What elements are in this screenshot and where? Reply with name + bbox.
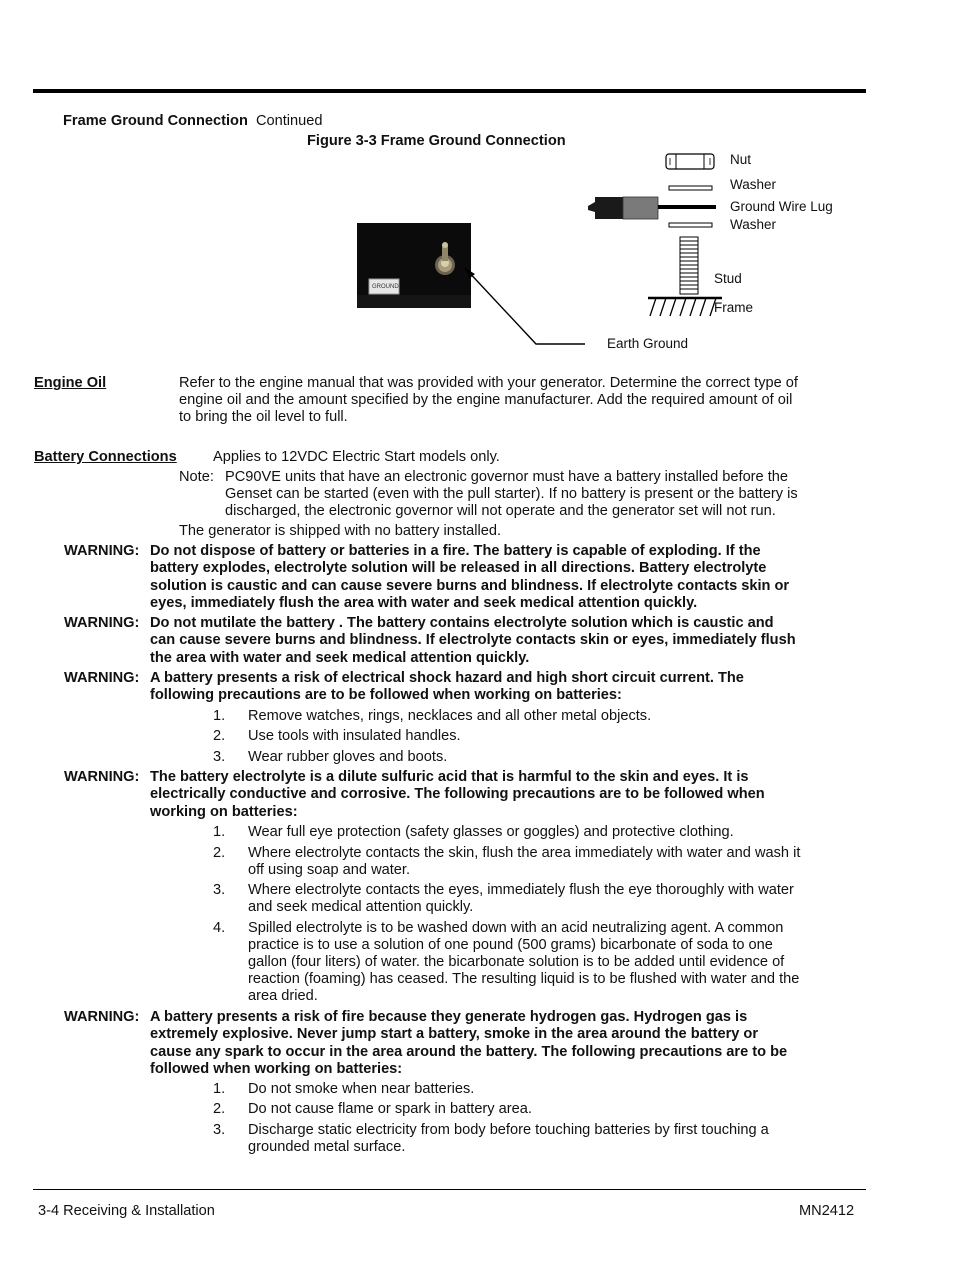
list-line: Wear full eye protection (safety glasses or goggles) and protective clothing.: [248, 824, 734, 840]
warning-line: Do not mutilate the battery . The battery contains electrolyte solution which is caustic and: [150, 615, 774, 631]
ground-wire-lug-shape: [588, 197, 716, 219]
section-title: Frame Ground Connection: [63, 113, 248, 129]
shipped-note: The generator is shipped with no battery installed.: [179, 523, 502, 539]
list-text: [248, 824, 858, 841]
washer-top-shape: [669, 186, 712, 190]
warning-line: A battery presents a risk of fire because they generate hydrogen gas. Hydrogen gas is: [150, 1009, 748, 1025]
label-washer-top: Washer: [730, 177, 777, 192]
list-number: 1.: [213, 708, 226, 724]
warning-text: [150, 615, 870, 667]
warning-text: [150, 543, 870, 613]
warning-line: working on batteries:: [150, 803, 298, 820]
list-line: reaction (foaming) has ceased. The resulting liquid is to be flushed with water and the: [248, 971, 800, 987]
list-number: 1.: [213, 824, 226, 840]
list-text: [248, 920, 858, 1005]
list-number: 2.: [213, 845, 226, 861]
battery-heading: Battery Connections: [34, 449, 177, 465]
list-text: [248, 708, 858, 725]
ground-stud-photo-drawing: [357, 223, 471, 308]
note-line: discharged, the electronic governor will not operate and the generator set will not run.: [225, 503, 776, 520]
list-line: gallon (four liters) of water. the bicarbonate solution is to be added until evidence of: [248, 954, 785, 970]
bottom-rule: [33, 1189, 866, 1190]
frame-shape: [648, 298, 722, 316]
label-nut: Nut: [730, 152, 752, 167]
list-line: Where electrolyte contacts the eyes, immediately flush the eye thoroughly with water: [248, 882, 794, 898]
section-header: [63, 113, 323, 130]
warning-line: can cause severe burns and blindness. If electrolyte contacts skin or eyes, immediately flush: [150, 632, 796, 649]
label-washer-bottom: Washer: [730, 217, 777, 232]
label-stud: Stud: [714, 271, 742, 286]
list-line: Use tools with insulated handles.: [248, 728, 461, 744]
list-number: 3.: [213, 1122, 226, 1138]
warning-line: The battery electrolyte is a dilute sulfuric acid that is harmful to the skin and eyes. It is: [150, 769, 749, 785]
warning-text: [150, 1009, 870, 1079]
nut-shape: [666, 154, 714, 169]
warning-line: battery explodes, electrolyte solution will be released in all directions. Battery electrolyte: [150, 560, 767, 577]
washer-bottom-shape: [669, 223, 712, 227]
list-text: [248, 882, 858, 916]
list-number: 2.: [213, 728, 226, 744]
warning-tag: WARNING:: [64, 769, 140, 785]
list-line: and seek medical attention quickly.: [248, 899, 474, 915]
list-line: practice is to use a solution of one pound (500 grams) bicarbonate of soda to one: [248, 937, 773, 953]
list-line: Do not cause flame or spark in battery area.: [248, 1101, 532, 1117]
warning-line: extremely explosive. Never jump start a battery, smoke in the area around the battery or: [150, 1026, 759, 1043]
note-tag: Note:: [179, 469, 214, 485]
warning-tag: WARNING:: [64, 670, 140, 686]
engine-oil-paragraph: [179, 375, 869, 427]
label-ground-wire-lug: Ground Wire Lug: [730, 199, 833, 214]
list-line: Discharge static electricity from body before touching batteries by first touching a: [248, 1122, 769, 1138]
footer-right: MN2412: [799, 1203, 855, 1219]
stud-shape: [680, 237, 698, 294]
list-line: grounded metal surface.: [248, 1139, 406, 1155]
warning-line: eyes, immediately flush the area with water and seek medical attention quickly.: [150, 595, 698, 612]
list-text: [248, 1081, 858, 1098]
warning-text: [150, 670, 870, 705]
footer-left: 3-4 Receiving & Installation: [38, 1203, 215, 1219]
label-frame: Frame: [714, 300, 754, 315]
photo-ground-label: GROUND: [372, 284, 399, 290]
list-number: 1.: [213, 1081, 226, 1097]
top-rule: [33, 89, 866, 93]
list-line: Wear rubber gloves and boots.: [248, 749, 448, 765]
list-number: 2.: [213, 1101, 226, 1117]
list-line: Where electrolyte contacts the skin, flush the area immediately with water and wash it: [248, 845, 801, 861]
engine-oil-heading: Engine Oil: [34, 375, 107, 391]
warning-line: the area with water and seek medical attention quickly.: [150, 649, 530, 666]
warning-line: A battery presents a risk of electrical shock hazard and high short circuit current. The: [150, 670, 744, 686]
ground-stud-photo: [357, 223, 471, 308]
list-text: [248, 845, 858, 879]
engine-oil-line: engine oil and the amount specified by the engine manufacturer. Add the required amount of oil: [179, 392, 793, 409]
battery-applies: Applies to 12VDC Electric Start models only.: [213, 449, 500, 465]
list-line: Spilled electrolyte is to be washed down with an acid neutralizing agent. A common: [248, 920, 784, 936]
list-text: [248, 1101, 858, 1118]
list-number: 3.: [213, 882, 226, 898]
list-text: [248, 728, 858, 745]
note-paragraph: [225, 469, 865, 521]
note-line: PC90VE units that have an electronic governor must have a battery installed before the: [225, 469, 788, 485]
warning-line: followed when working on batteries:: [150, 1061, 403, 1078]
figure-caption: Figure 3-3 Frame Ground Connection: [307, 133, 566, 149]
list-line: Remove watches, rings, necklaces and all other metal objects.: [248, 708, 652, 724]
warning-tag: WARNING:: [64, 615, 140, 631]
label-earth-ground: Earth Ground: [607, 336, 689, 351]
list-text: [248, 1122, 858, 1156]
warning-line: solution is caustic and can cause severe burns and blindness. If electrolyte contacts skin or: [150, 577, 790, 594]
warning-line: cause any spark to occur in the area around the battery. The following precautions are to be: [150, 1043, 788, 1060]
warning-line: electrically conductive and corrosive. The following precautions are to be followed when: [150, 786, 765, 803]
list-text: [248, 749, 858, 766]
engine-oil-line: to bring the oil level to full.: [179, 409, 348, 426]
engine-oil-line: Refer to the engine manual that was provided with your generator. Determine the correct type of: [179, 375, 798, 391]
list-line: area dried.: [248, 988, 318, 1004]
list-number: 3.: [213, 749, 226, 765]
list-number: 4.: [213, 920, 226, 936]
continued-label: Continued: [255, 113, 323, 129]
warning-tag: WARNING:: [64, 543, 140, 559]
warning-text: [150, 769, 870, 821]
list-line: off using soap and water.: [248, 862, 410, 878]
warning-line: Do not dispose of battery or batteries in a fire. The battery is capable of exploding. If the: [150, 543, 761, 559]
warning-line: following precautions are to be followed when working on batteries:: [150, 687, 622, 704]
warning-tag: WARNING:: [64, 1009, 140, 1025]
note-line: Genset can be started (even with the pull starter). If no battery is present or the battery is: [225, 486, 798, 503]
list-line: Do not smoke when near batteries.: [248, 1081, 475, 1097]
earth-ground-leader: [455, 260, 595, 352]
